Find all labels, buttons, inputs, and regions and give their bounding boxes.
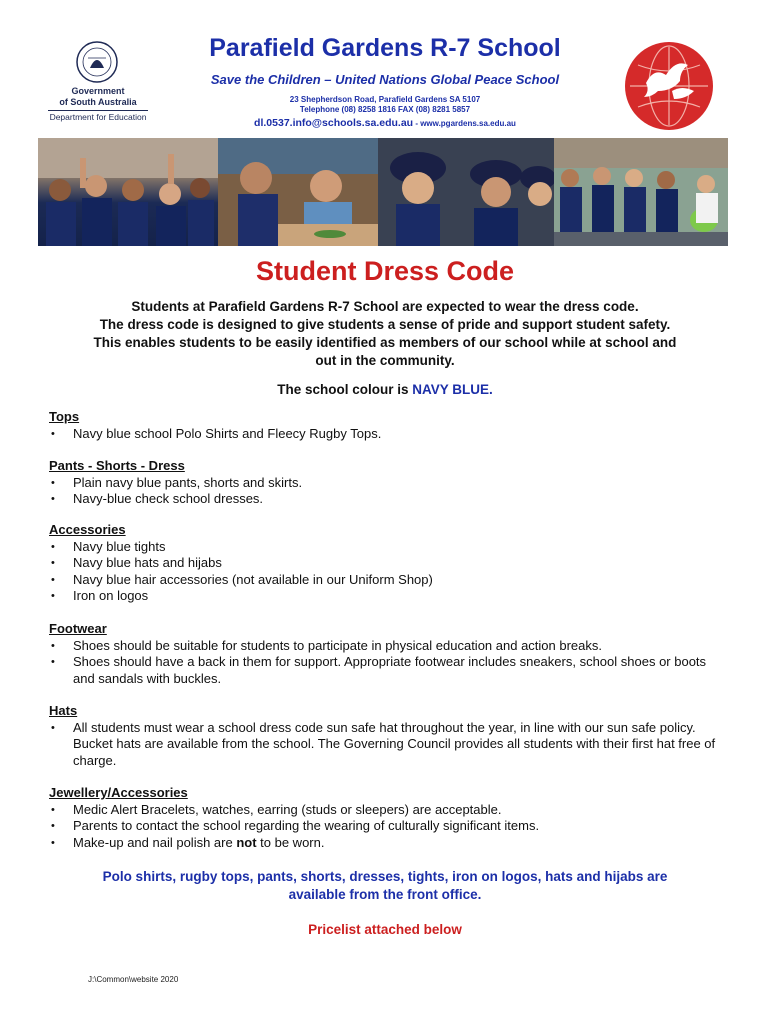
photo-students-in-hats (378, 138, 554, 246)
list-item: • Medic Alert Bracelets, watches, earring (studs or sleepers) are acceptable. (49, 802, 729, 819)
list-item: • Parents to contact the school regarding the wearing of culturally significant items. (49, 818, 729, 835)
section-hats (49, 703, 729, 769)
school-colour-line: The school colour is NAVY BLUE. (277, 382, 493, 397)
school-tagline: Save the Children – United Nations Global Peace School (210, 72, 560, 87)
availability-note: Polo shirts, rugby tops, pants, shorts, dresses, tights, iron on logos, hats and hijabs are available from the front office. (102, 869, 668, 902)
section-heading: Jewellery/Accessories (49, 785, 188, 800)
student-photo-banner (38, 138, 728, 246)
list-item: • Iron on logos (49, 588, 729, 605)
page-title: Student Dress Code (255, 256, 515, 286)
school-name: Parafield Gardens R-7 School (209, 34, 561, 62)
contact-separator: - (413, 119, 421, 128)
dept-name: Department for Education (49, 112, 147, 122)
list-item: • All students must wear a school dress code sun safe hat throughout the year, in line with our sun safe policy. Bucket hats are available from the school. The Governing Council provides all students with their first hat free of charge. (49, 720, 729, 770)
photo-students-waving (38, 138, 218, 246)
photo-classroom-work (218, 138, 378, 246)
section-tops (49, 409, 729, 442)
school-address: 23 Shepherdson Road, Parafield Gardens SA 5107 (289, 95, 481, 104)
list-item: • Navy-blue check school dresses. (49, 491, 729, 508)
school-phone: Telephone (08) 8258 1816 FAX (08) 8281 5857 (299, 105, 471, 114)
intro-paragraph: Students at Parafield Gardens R-7 School are expected to wear the dress code. The dress code is designed to give students a sense of pride and support student safety. This enables students to be easily identified as members of our school while at school and out in the community. (93, 299, 677, 368)
section-heading: Footwear (49, 621, 107, 636)
section-pants-shorts-dress (49, 458, 729, 508)
footer-path: J:\Common\website 2020 (88, 975, 179, 984)
list-item: • Navy blue hats and hijabs (49, 555, 729, 572)
global-peace-logo (624, 41, 714, 131)
list-item: • Navy blue hair accessories (not available in our Uniform Shop) (49, 572, 729, 589)
contact-line (160, 113, 610, 131)
section-heading: Hats (49, 703, 78, 718)
government-logo (46, 40, 156, 126)
school-colour-value: NAVY BLUE (412, 382, 490, 397)
gov-name: Government of South Australia (59, 86, 137, 107)
section-heading: Tops (49, 409, 80, 424)
section-heading: Pants - Shorts - Dress (49, 458, 185, 473)
email-link[interactable]: dl.0537.info@schools.sa.edu.au (254, 117, 414, 129)
list-item: • Navy blue school Polo Shirts and Fleecy Rugby Tops. (49, 426, 729, 443)
list-item: • Make-up and nail polish are not to be worn. (49, 835, 729, 852)
section-accessories (49, 522, 729, 605)
section-heading: Accessories (49, 522, 126, 537)
list-item: • Shoes should be suitable for students to participate in physical education and action breaks. (49, 638, 729, 655)
list-item: • Shoes should have a back in them for support. Appropriate footwear includes sneakers, school shoes or boots and sandals with buckles. (49, 654, 729, 687)
website-link[interactable]: www.pgardens.sa.edu.au (420, 119, 516, 128)
gov-divider (48, 110, 148, 111)
photo-students-seated (554, 138, 728, 246)
pricelist-note: Pricelist attached below (308, 922, 462, 937)
crest-icon (76, 40, 118, 84)
list-item: • Plain navy blue pants, shorts and skirts. (49, 475, 729, 492)
list-item: • Navy blue tights (49, 539, 729, 556)
section-footwear (49, 621, 729, 687)
section-jewellery-accessories (49, 785, 729, 851)
